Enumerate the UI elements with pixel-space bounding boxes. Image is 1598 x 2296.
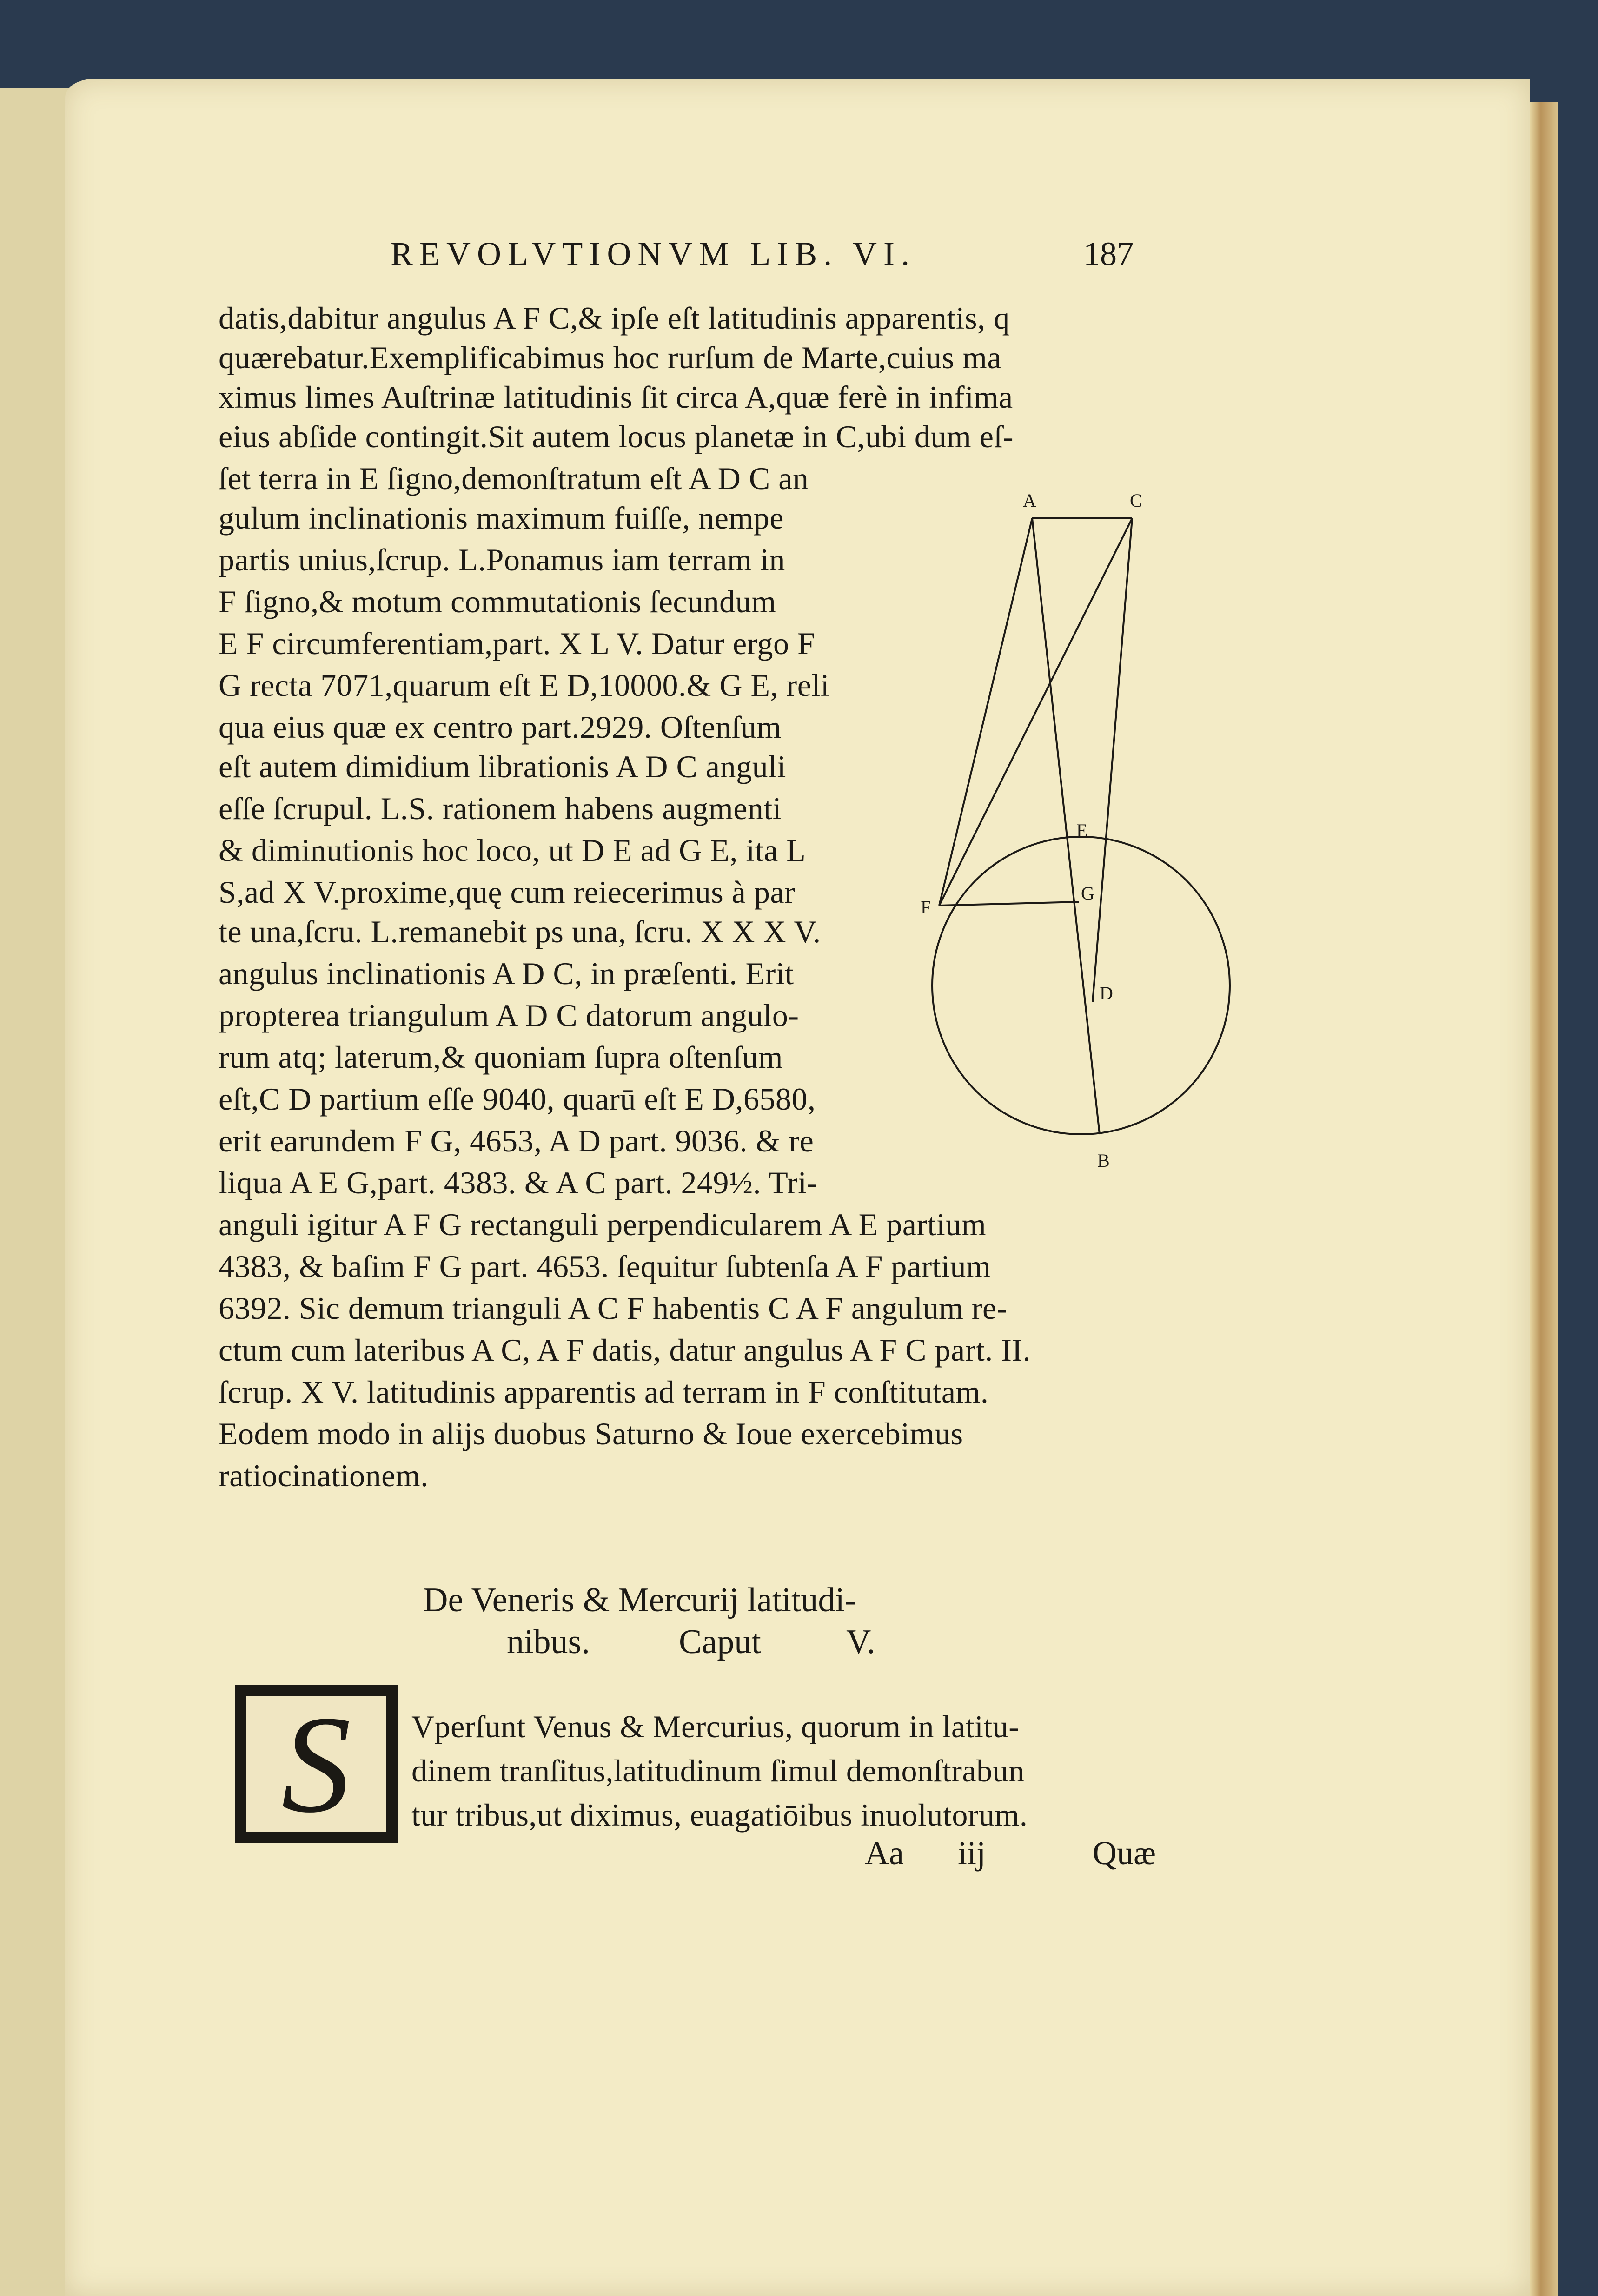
body-line: eſt,C D partium eſſe 9040, quarū eſt E D,6580, — [219, 1081, 816, 1117]
body-line: erit earundem F G, 4653, A D part. 9036. & re — [219, 1123, 814, 1158]
chapter-line: Vperſunt Venus & Mercurius, quorum in latitu- — [411, 1709, 1020, 1744]
line-fg — [939, 902, 1079, 906]
decorated-initial — [235, 1685, 398, 1843]
body-line: 6392. Sic demum trianguli A C F habentis C A F angulum re- — [219, 1290, 1008, 1326]
chapter-heading-caput: Caput — [679, 1623, 761, 1661]
body-line: rum atq; laterum,& quoniam ſupra oſtenſum — [219, 1039, 783, 1075]
body-line: datis,dabitur angulus A F C,& ipſe eſt latitudinis apparentis, q — [219, 300, 1010, 336]
body-line: G recta 7071,quarum eſt E D,10000.& G E, reli — [219, 668, 830, 703]
body-line: ximus limes Auſtrinæ latitudinis ſit circa A,quæ ferè in infima — [219, 379, 1013, 415]
chapter-heading-nibus: nibus. — [507, 1623, 590, 1661]
body-line: ctum cum lateribus A C, A F datis, datur angulus A F C part. II. — [219, 1332, 1031, 1368]
running-head: REVOLVTIONVM LIB. VI. — [391, 235, 916, 272]
body-line: quærebatur.Exemplificabimus hoc rurſum de Marte,cuius ma — [219, 340, 1002, 375]
initial-letter: S — [281, 1687, 351, 1841]
label-g: G — [1081, 883, 1094, 904]
line-cd — [1093, 518, 1132, 1002]
label-d: D — [1100, 983, 1113, 1004]
page-stack-edge — [1530, 102, 1558, 2296]
body-line: eius abſide contingit.Sit autem locus planetæ in C,ubi dum eſ- — [219, 419, 1014, 454]
body-line: Eodem modo in alijs duobus Saturno & Ioue exercebimus — [219, 1416, 963, 1451]
body-line: F ſigno,& motum commutationis ſecundum — [219, 584, 776, 619]
body-line: ſcrup. X V. latitudinis apparentis ad terram in F conſtitutam. — [219, 1374, 989, 1409]
page-number: 187 — [1083, 235, 1134, 272]
body-line: 4383, & baſim F G part. 4653. ſequitur ſubtenſa A F partium — [219, 1249, 991, 1284]
body-line: qua eius quæ ex centro part.2929. Oſtenſum — [219, 709, 782, 745]
signature-mark: Aa — [865, 1834, 904, 1872]
geometry-figure — [907, 479, 1260, 1185]
label-e: E — [1076, 820, 1088, 841]
line-fc — [939, 518, 1132, 906]
body-line: anguli igitur A F G rectanguli perpendicularem A E partium — [219, 1207, 987, 1242]
line-ab — [1032, 518, 1100, 1134]
body-line: angulus inclinationis A D C, in præſenti. Erit — [219, 956, 794, 991]
body-line: ſet terra in E ſigno,demonſtratum eſt A D C an — [219, 461, 809, 496]
body-line: S,ad X V.proxime,quę cum reiecerimus à par — [219, 874, 796, 910]
label-c: C — [1130, 490, 1142, 511]
body-line: partis unius,ſcrup. L.Ponamus iam terram in — [219, 542, 785, 577]
body-line: & diminutionis hoc loco, ut D E ad G E, ita L — [219, 833, 806, 868]
label-f: F — [921, 897, 931, 918]
body-line: eſt autem dimidium librationis A D C anguli — [219, 749, 786, 784]
chapter-line: dinem tranſitus,latitudinum ſimul demonſtrabun — [411, 1753, 1025, 1788]
catchword: Quæ — [1093, 1834, 1156, 1872]
chapter-heading-line-1: De Veneris & Mercurij latitudi- — [423, 1581, 856, 1619]
body-line: propterea triangulum A D C datorum angulo- — [219, 998, 799, 1033]
chapter-heading-number: V. — [846, 1623, 875, 1661]
background-right — [1558, 102, 1598, 2296]
body-line: liqua A E G,part. 4383. & A C part. 249½. Tri- — [219, 1165, 818, 1200]
body-line: gulum inclinationis maximum fuiſſe, nempe — [219, 500, 784, 536]
body-line: eſſe ſcrupul. L.S. rationem habens augmenti — [219, 791, 782, 826]
line-fa — [939, 518, 1032, 906]
label-b: B — [1097, 1150, 1110, 1171]
signature-number: iij — [958, 1834, 986, 1872]
body-line: ratiocinationem. — [219, 1458, 429, 1493]
chapter-line: tur tribus,ut diximus, euagatiōibus inuolutorum. — [411, 1797, 1028, 1833]
body-line: te una,ſcru. L.remanebit ps una, ſcru. X X X V. — [219, 914, 821, 949]
figure-circle — [932, 837, 1230, 1134]
label-a: A — [1023, 490, 1036, 511]
body-line: E F circumferentiam,part. X L V. Datur ergo F — [219, 626, 816, 661]
